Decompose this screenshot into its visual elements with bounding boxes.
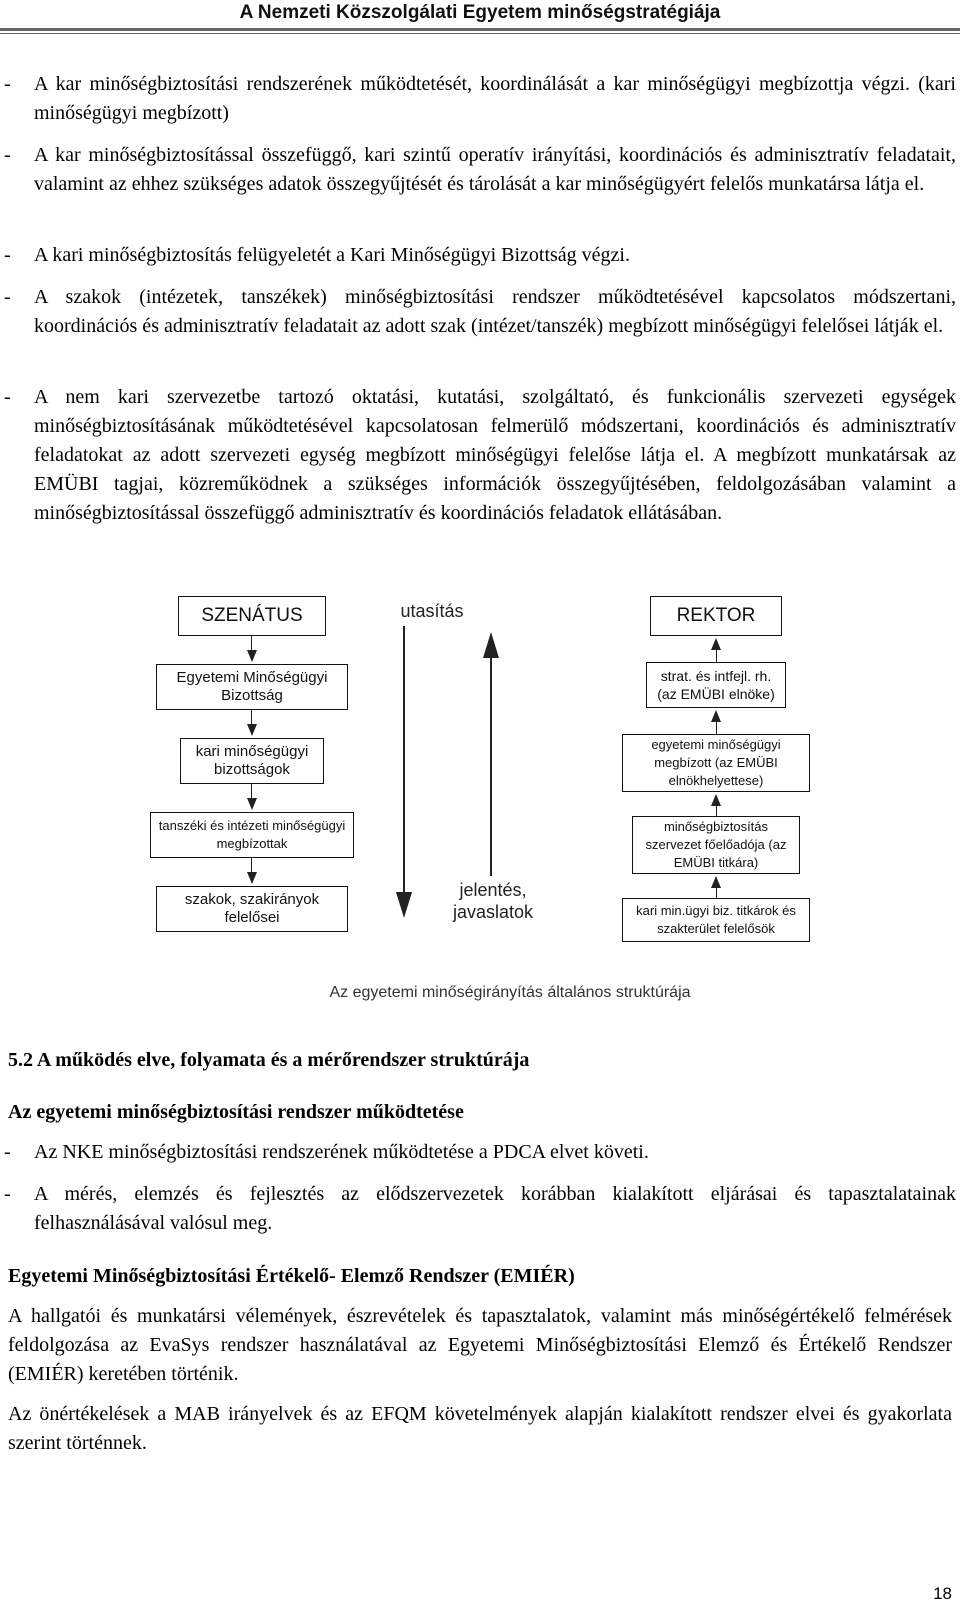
box-university-quality-officer: egyetemi minőségügyi megbízott (az EMÜBI elnökhelyettese) <box>622 734 810 792</box>
header-rule-thick <box>0 28 960 31</box>
box-university-quality-committee: Egyetemi Minőségügyi Bizottság <box>156 664 348 710</box>
box-program-leaders: szakok, szakirányok felelősei <box>156 886 348 932</box>
report-label: jelentés, javaslatok <box>452 880 534 922</box>
box-vice-rector: strat. és intfejl. rh. (az EMÜBI elnöke) <box>646 662 786 708</box>
header-rule-thin <box>0 33 960 34</box>
subsection-title: Az egyetemi minőségbiztosítási rendszer működtetése <box>8 1101 464 1123</box>
bullet-dash: - <box>4 244 11 266</box>
list-item <box>4 1180 956 1238</box>
connector <box>716 804 717 816</box>
subsection-title: Egyetemi Minőségbiztosítási Értékelő- Elemző Rendszer (EMIÉR) <box>8 1265 575 1287</box>
report-arrow <box>490 656 492 876</box>
arrow-down-icon <box>396 892 412 918</box>
org-structure-diagram <box>150 596 796 1016</box>
diagram-caption: Az egyetemi minőségirányítás általános struktúrája <box>329 984 691 1001</box>
arrow-up-icon <box>483 632 499 658</box>
paragraph: Az önértékelések a MAB irányelvek és az EFQM követelmények alapján kialakított rendszer elvei és gyakorlata szerint történnek. <box>8 1403 952 1454</box>
arrow-down-icon <box>247 650 257 662</box>
bullet-text: A kari minőségbiztosítás felügyeletét a Kari Minőségügyi Bizottság végzi. <box>34 244 630 266</box>
list-item <box>4 141 956 199</box>
box-rector: REKTOR <box>650 596 782 636</box>
bullet-dash: - <box>4 1141 11 1163</box>
connector <box>716 720 717 734</box>
bullet-text: A nem kari szervezetbe tartozó oktatási, kutatási, szolgáltató, és funkcionális szervezeti egységek minőségbiztosításának működtetésével kapcsolatosan felmerülő módszertani, koordinációs és adminisztratív feladatokat az adott szervezeti egység megbízott minőségügyi felelőse látja el. A megbízott munkatársak az EMÜBI tagjai, közreműködnek a szükséges információk összegyűjtésében, feldolgozásában valamint a minőségbiztosítással összefüggő adminisztratív és koordinációs feladatok ellátásában. <box>34 386 956 524</box>
bullet-text: A kar minőségbiztosítással összefüggő, kari szintű operatív irányítási, koordinációs és adminisztratív feladatait, valamint az ehhez szükséges adatok összegyűjtését és tárolását a kar minőségügyért felelős munkatársa látja el. <box>34 144 956 195</box>
instruction-label: utasítás <box>400 601 464 621</box>
bullet-dash: - <box>4 73 11 95</box>
list-item <box>4 383 956 528</box>
bullet-dash: - <box>4 144 11 166</box>
bullet-text: Az NKE minőségbiztosítási rendszerének működtetése a PDCA elvet követi. <box>34 1141 649 1163</box>
arrow-down-icon <box>247 724 257 736</box>
arrow-down-icon <box>247 872 257 884</box>
box-quality-rapporteur: minőségbiztosítás szervezet főelőadója (az EMÜBI titkára) <box>632 816 800 874</box>
bullet-text: A szakok (intézetek, tanszékek) minőségbiztosítási rendszer működtetésével kapcsolatos módszertani, koordinációs és adminisztratív feladatait az adott szak (intézet/tanszék) megbízott minőségügyi felelősei látják el. <box>34 286 956 337</box>
arrow-down-icon <box>247 798 257 810</box>
box-faculty-secretaries: kari min.ügyi biz. titkárok és szakterület felelősök <box>622 898 810 942</box>
section-title: 5.2 A működés elve, folyamata és a mérőrendszer struktúrája <box>8 1049 530 1071</box>
page-number: 18 <box>933 1584 952 1603</box>
connector <box>716 648 717 662</box>
list-item <box>4 70 956 128</box>
bullet-dash: - <box>4 286 11 308</box>
connector <box>716 886 717 898</box>
list-item <box>4 1138 956 1167</box>
paragraph: A hallgatói és munkatársi vélemények, észrevételek és tapasztalatok, valamint más minőségértékelő felmérések feldolgozása az EvaSys rendszer használatával az Egyetemi Minőségbiztosítási Elemző és Értékelő Rendszer (EMIÉR) keretében történik. <box>8 1305 952 1385</box>
box-department-quality-officers: tanszéki és intézeti minőségügyi megbízottak <box>150 812 354 858</box>
header-title: A Nemzeti Közszolgálati Egyetem minőségstratégiája <box>239 2 721 23</box>
list-item <box>4 241 956 270</box>
bullet-dash: - <box>4 1183 11 1205</box>
bullet-text: A mérés, elemzés és fejlesztés az elődszervezetek korábban kialakított eljárásai és tapasztalatainak felhasználásával valósul meg. <box>34 1183 956 1234</box>
box-senate: SZENÁTUS <box>178 596 326 636</box>
bullet-dash: - <box>4 386 11 408</box>
bullet-text: A kar minőségbiztosítási rendszerének működtetését, koordinálását a kar minőségügyi megbízottja végzi. (kari minőségügyi megbízott) <box>34 73 956 124</box>
list-item <box>4 283 956 341</box>
box-faculty-quality-committees: kari minőségügyi bizottságok <box>180 738 324 784</box>
instruction-arrow <box>403 626 405 896</box>
